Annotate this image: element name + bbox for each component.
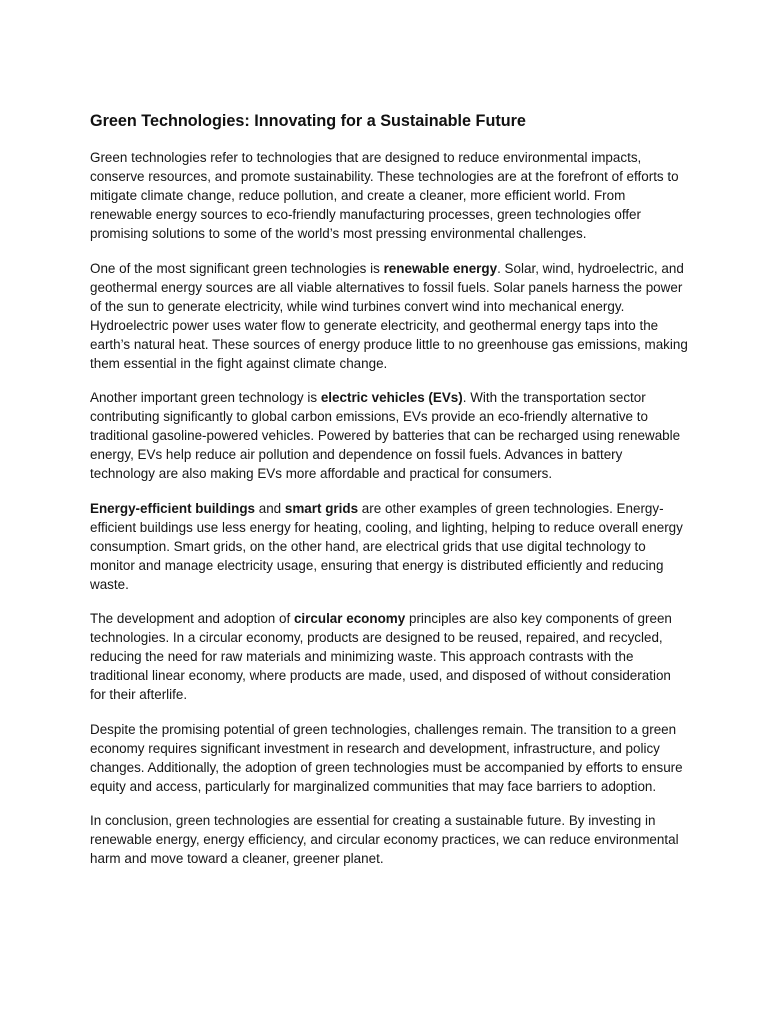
text-run: . Solar, wind, hydroelectric, and geothermal energy sources are all viable alternatives to fossil fuels. Solar panels harness the power of the sun to generate electricity, while wind turbines convert wind into mechanical energy. Hydroelectric power uses water flow to generate electricity, and geothermal energy taps into the earth’s natural heat. These sources of energy produce little to no greenhouse gas emissions, making them essential in the fight against climate change.	[90, 260, 688, 371]
text-run: The development and adoption of	[90, 611, 294, 626]
document-page	[90, 109, 690, 884]
text-run: principles are also key components of green technologies. In a circular economy, products are designed to be reused, repaired, and recycled, reducing the need for raw materials and minimizing waste. This approach contrasts with the traditional linear economy, where products are made, used, and disposed of without consideration for their afterlife.	[90, 611, 672, 702]
document-body	[90, 148, 690, 868]
paragraph	[90, 609, 690, 704]
paragraph	[90, 148, 690, 243]
paragraph	[90, 259, 690, 373]
bold-text: renewable energy	[383, 260, 498, 276]
text-run: . With the transportation sector contributing significantly to global carbon emissions, EVs provide an eco-friendly alternative to traditional gasoline-powered vehicles. Powered by batteries that can be recharged using renewable energy, EVs help reduce air pollution and dependence on fossil fuels. Advances in battery technology are also making EVs more affordable and practical for consumers.	[90, 390, 681, 481]
text-run: Despite the promising potential of green technologies, challenges remain. The transition to a green economy requires significant investment in research and development, infrastructure, and policy changes. Additionally, the adoption of green technologies must be accompanied by efforts to ensure equity and access, particularly for marginalized communities that may face barriers to adoption.	[90, 721, 683, 794]
text-run: are other examples of green technologies. Energy-efficient buildings use less energy for heating, cooling, and lighting, helping to reduce overall energy consumption. Smart grids, on the other hand, are electrical grids that use digital technology to monitor and manage electricity usage, ensuring that energy is distributed efficiently and reducing waste.	[90, 500, 683, 592]
text-run: One of the most significant green technologies is	[90, 260, 384, 276]
text-run: In conclusion, green technologies are essential for creating a sustainable future. By investing in renewable energy, energy efficiency, and circular economy practices, we can reduce environmental harm and move toward a cleaner, greener planet.	[90, 813, 679, 866]
bold-text: Energy-efficient buildings	[90, 500, 255, 516]
paragraph	[90, 720, 690, 796]
paragraph	[90, 499, 690, 594]
text-run: and	[255, 500, 285, 516]
paragraph	[90, 811, 690, 868]
bold-text: circular economy	[293, 611, 406, 626]
text-run: Another important green technology is	[90, 390, 321, 405]
text-run: Green technologies refer to technologies that are designed to reduce environmental impacts, conserve resources, and promote sustainability. These technologies are at the forefront of efforts to mitigate climate change, reduce pollution, and create a cleaner, more efficient world. From renewable energy sources to eco-friendly manufacturing processes, green technologies offer promising solutions to some of the world’s most pressing environmental challenges.	[90, 150, 679, 241]
document-title: Green Technologies: Innovating for a Sustainable Future	[90, 112, 526, 130]
paragraph	[90, 388, 690, 483]
bold-text: smart grids	[284, 500, 359, 516]
bold-text: electric vehicles (EVs)	[320, 390, 463, 405]
